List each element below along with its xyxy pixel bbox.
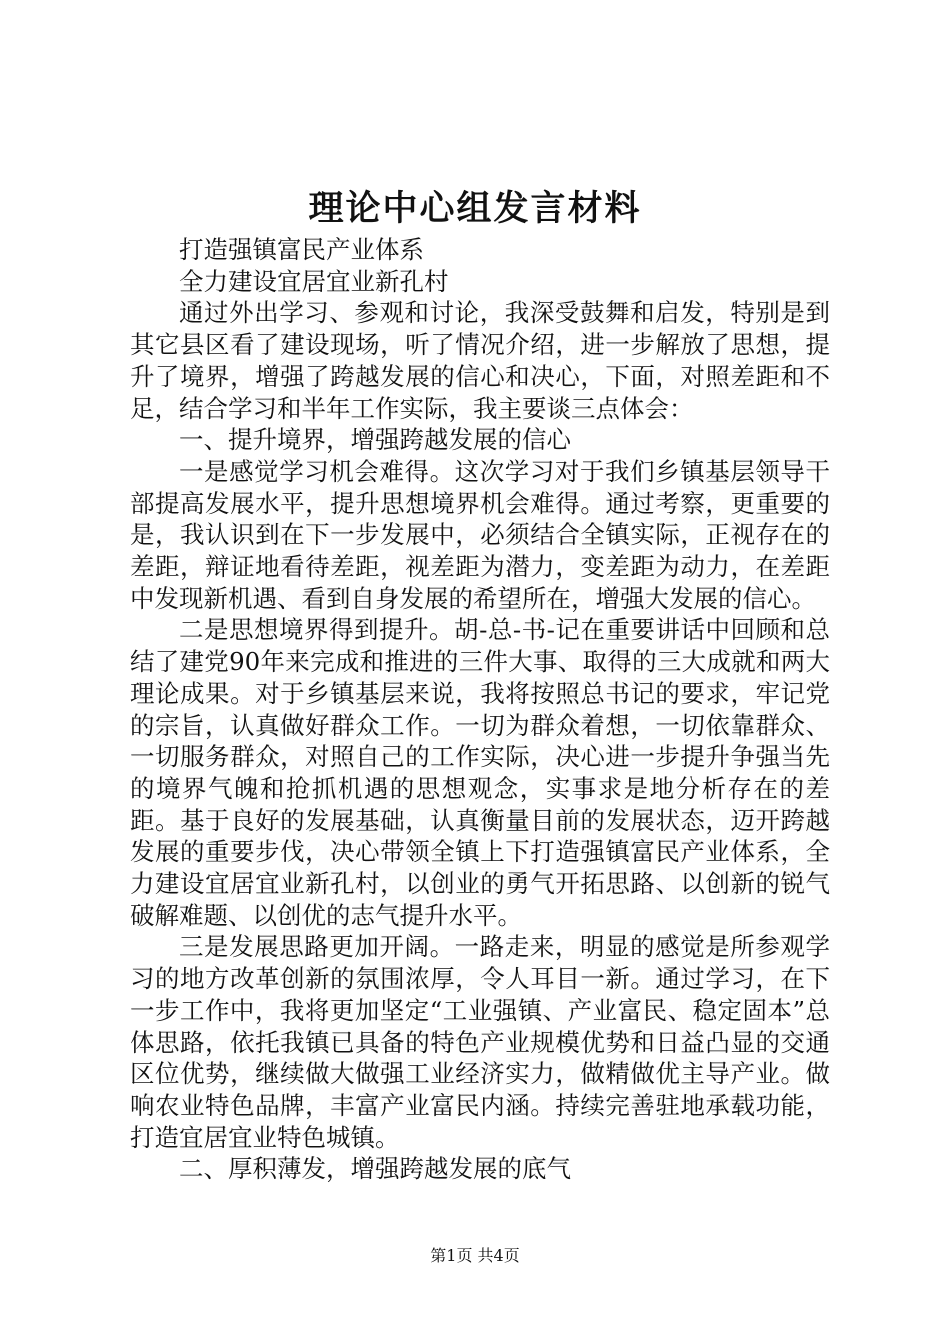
document-body [130, 234, 830, 1185]
paragraph-subtitle-2: 全力建设宜居宜业新孔村 [179, 266, 449, 296]
paragraph-point-3: 三是发展思路更加开阔。一路走来，明显的感觉是所参观学习的地方改革创新的氛围浓厚，令人耳目一新。通过学习，在下一步工作中，我将更加坚定“工业强镇、产业富民、稳定固本”总体思路，依托我镇已具备的特色产业规模优势和日益凸显的交通区位优势，继续做大做强工业经济实力，做精做优主导产业。做响农业特色品牌，丰富产业富民内涵。持续完善驻地承载功能，打造宜居宜业特色城镇。 [130, 932, 830, 1152]
paragraph-subtitle-1: 打造强镇富民产业体系 [179, 235, 424, 264]
section-heading-2: 二、厚积薄发，增强跨越发展的底气 [179, 1154, 571, 1184]
document-title: 理论中心组发言材料 [308, 188, 642, 229]
page-number-footer: 第1页 共4页 [430, 1246, 520, 1265]
paragraph-point-2: 二是思想境界得到提升。胡-总-书-记在重要讲话中回顾和总结了建党90年来完成和推进的三件大事、取得的三大成就和两大理论成果。对于乡镇基层来说，我将按照总书记的要求，牢记党的宗旨，认真做好群众工作。一切为群众着想，一切依靠群众、一切服务群众，对照自己的工作实际，决心进一步提升争强当先的境界气魄和抢抓机遇的思想观念，实事求是地分析存在的差距。基于良好的发展基础，认真衡量目前的发展状态，迈开跨越发展的重要步伐，决心带领全镇上下打造强镇富民产业体系，全力建设宜居宜业新孔村，以创业的勇气开拓思路、以创新的锐气破解难题、以创优的志气提升水平。 [130, 615, 830, 930]
section-heading-1: 一、提升境界，增强跨越发展的信心 [179, 425, 571, 455]
paragraph-point-1: 一是感觉学习机会难得。这次学习对于我们乡镇基层领导干部提高发展水平，提升思想境界机会难得。通过考察，更重要的是，我认识到在下一步发展中，必须结合全镇实际，正视存在的差距，辩证地看待差距，视差距为潜力，变差距为动力，在差距中发现新机遇、看到自身发展的希望所在，增强大发展的信心。 [130, 456, 830, 613]
paragraph-intro: 通过外出学习、参观和讨论，我深受鼓舞和启发，特别是到其它县区看了建设现场，听了情况介绍，进一步解放了思想，提升了境界，增强了跨越发展的信心和决心，下面，对照差距和不足，结合学习和半年工作实际，我主要谈三点体会： [130, 298, 830, 423]
